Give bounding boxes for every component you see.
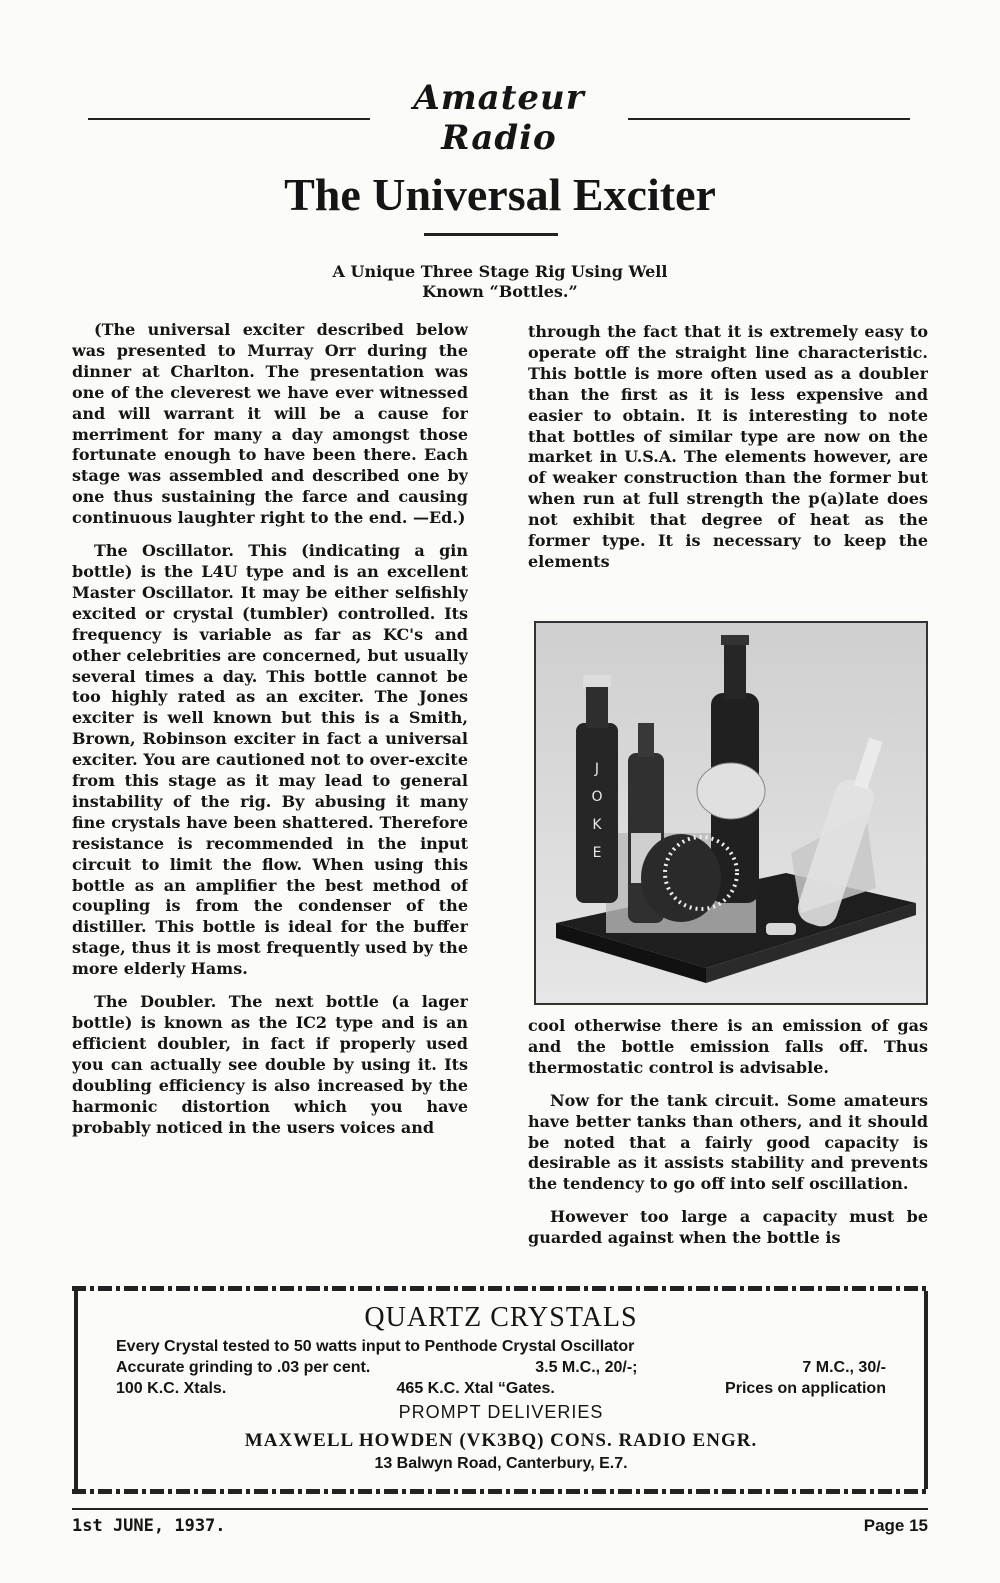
advert-title: QUARTZ CRYSTALS (364, 1302, 638, 1333)
bottle-label-e: E (592, 845, 602, 861)
advert-line-2 (116, 1359, 886, 1377)
advert-prices: Prices on application (725, 1380, 886, 1397)
advert-100kc: 100 K.C. Xtals. (116, 1380, 227, 1397)
emission-paragraph: cool otherwise there is an emission of gas and the bottle emission falls off. Thus thermostatic control is advisable. (528, 1016, 928, 1077)
article-subtitle (250, 262, 750, 302)
quartz-crystals-advert (72, 1286, 930, 1494)
subtitle-line-2: Known “Bottles.” (422, 282, 578, 301)
advert-border-top (72, 1286, 930, 1291)
continuation-paragraph: through the fact that it is extremely easy to operate off the straight line characteristic. This bottle is more often used as a doubler than the first as it is less expensive and easier to obtain. It is interesting to note that bottles of similar type are now on the market in U.S.A. The elements however, are of weaker construction than the former but when run at full strength the p(a)late does not exhibit that degree of heat as the former type. It is necessary to keep the elements (528, 322, 928, 571)
issue-date: 1st JUNE, 1937. (72, 1516, 226, 1536)
advert-border-bottom (72, 1489, 930, 1494)
advert-price-7mc: 7 M.C., 30/- (802, 1359, 886, 1376)
oscillator-paragraph: The Oscillator. This (indicating a gin bottle) is the L4U type and is an excellent Master Oscillator. It may be either selfishly excited or crystal (tumbler) controlled. Its frequency is variable as far as KC's and other celebrities are concerned, but usually several times a day. This bottle cannot be too highly rated as an exciter. The Jones exciter is well known but this is a Smith, Brown, Robinson exciter in fact a universal exciter. You are cautioned not to over-excite from this stage as it may lead to general instability of the rig. By abusing it many fine crystals have been shattered. Therefore resistance is recommended in the input circuit to limit the flow. When using this bottle as an amplifier the best method of coupling is from the condenser of the distiller. This bottle is ideal for the buffer stage, thus it is most frequently used by the more elderly Hams. (72, 541, 468, 979)
advert-line-3 (116, 1380, 886, 1398)
editor-note-paragraph: (The universal exciter described below was presented to Murray Orr during the dinner at Charlton. The presentation was one of the cleverest we have ever witnessed and will warrant it will be a cause for merriment for many a day amongst those fortunate enough to have been there. Each stage was assembled and described one by one thus sustaining the farce and causing continuous laughter right to the end. —Ed.) (72, 320, 468, 528)
bottles-illustration (536, 623, 926, 1003)
capacity-paragraph: However too large a capacity must be guarded against when the bottle is (528, 1207, 928, 1248)
masthead-title: Amateur Radio (413, 78, 585, 158)
article-column-right-bottom (528, 1016, 928, 1276)
masthead-rule-left (88, 118, 370, 120)
bottle-label-k: K (592, 817, 602, 833)
exciter-photo (534, 621, 928, 1005)
subtitle-line-1: A Unique Three Stage Rig Using Well (332, 262, 668, 281)
masthead (88, 78, 910, 158)
doubler-paragraph: The Doubler. The next bottle (a lager bottle) is known as the IC2 type and is an efficient doubler, in fact if properly used you can actually see double by using it. Its doubling efficiency is also increased by the harmonic distortion which you have probably noticed in the users voices and (72, 992, 468, 1137)
advert-maker: MAXWELL HOWDEN (VK3BQ) CONS. RADIO ENGR. (244, 1430, 758, 1451)
bottle-label-j: J (594, 761, 600, 777)
article-title: The Universal Exciter (284, 169, 716, 220)
advert-prompt-deliveries: PROMPT DELIVERIES (398, 1402, 604, 1422)
article-column-left (72, 320, 468, 1275)
tank-circuit-paragraph: Now for the tank circuit. Some amateurs have better tanks than others, and it should be noted that a fairly good capacity is desirable as it assists stability and prevents the tendency to go off into self oscillation. (528, 1090, 928, 1194)
article-column-right-top (528, 322, 928, 594)
bottle-label-o: O (591, 789, 603, 805)
advert-grinding: Accurate grinding to .03 per cent. (116, 1359, 371, 1376)
title-underline (424, 233, 558, 236)
advert-465kc: 465 K.C. Xtal “Gates. (396, 1380, 555, 1397)
page-number: Page 15 (863, 1516, 928, 1535)
footer-rule (72, 1508, 928, 1510)
advert-line-1: Every Crystal tested to 50 watts input to Penthode Crystal Oscillator (116, 1338, 635, 1355)
advert-price-3-5mc: 3.5 M.C., 20/-; (535, 1359, 638, 1376)
masthead-rule-right (628, 118, 910, 120)
advert-address: 13 Balwyn Road, Canterbury, E.7. (374, 1455, 628, 1472)
